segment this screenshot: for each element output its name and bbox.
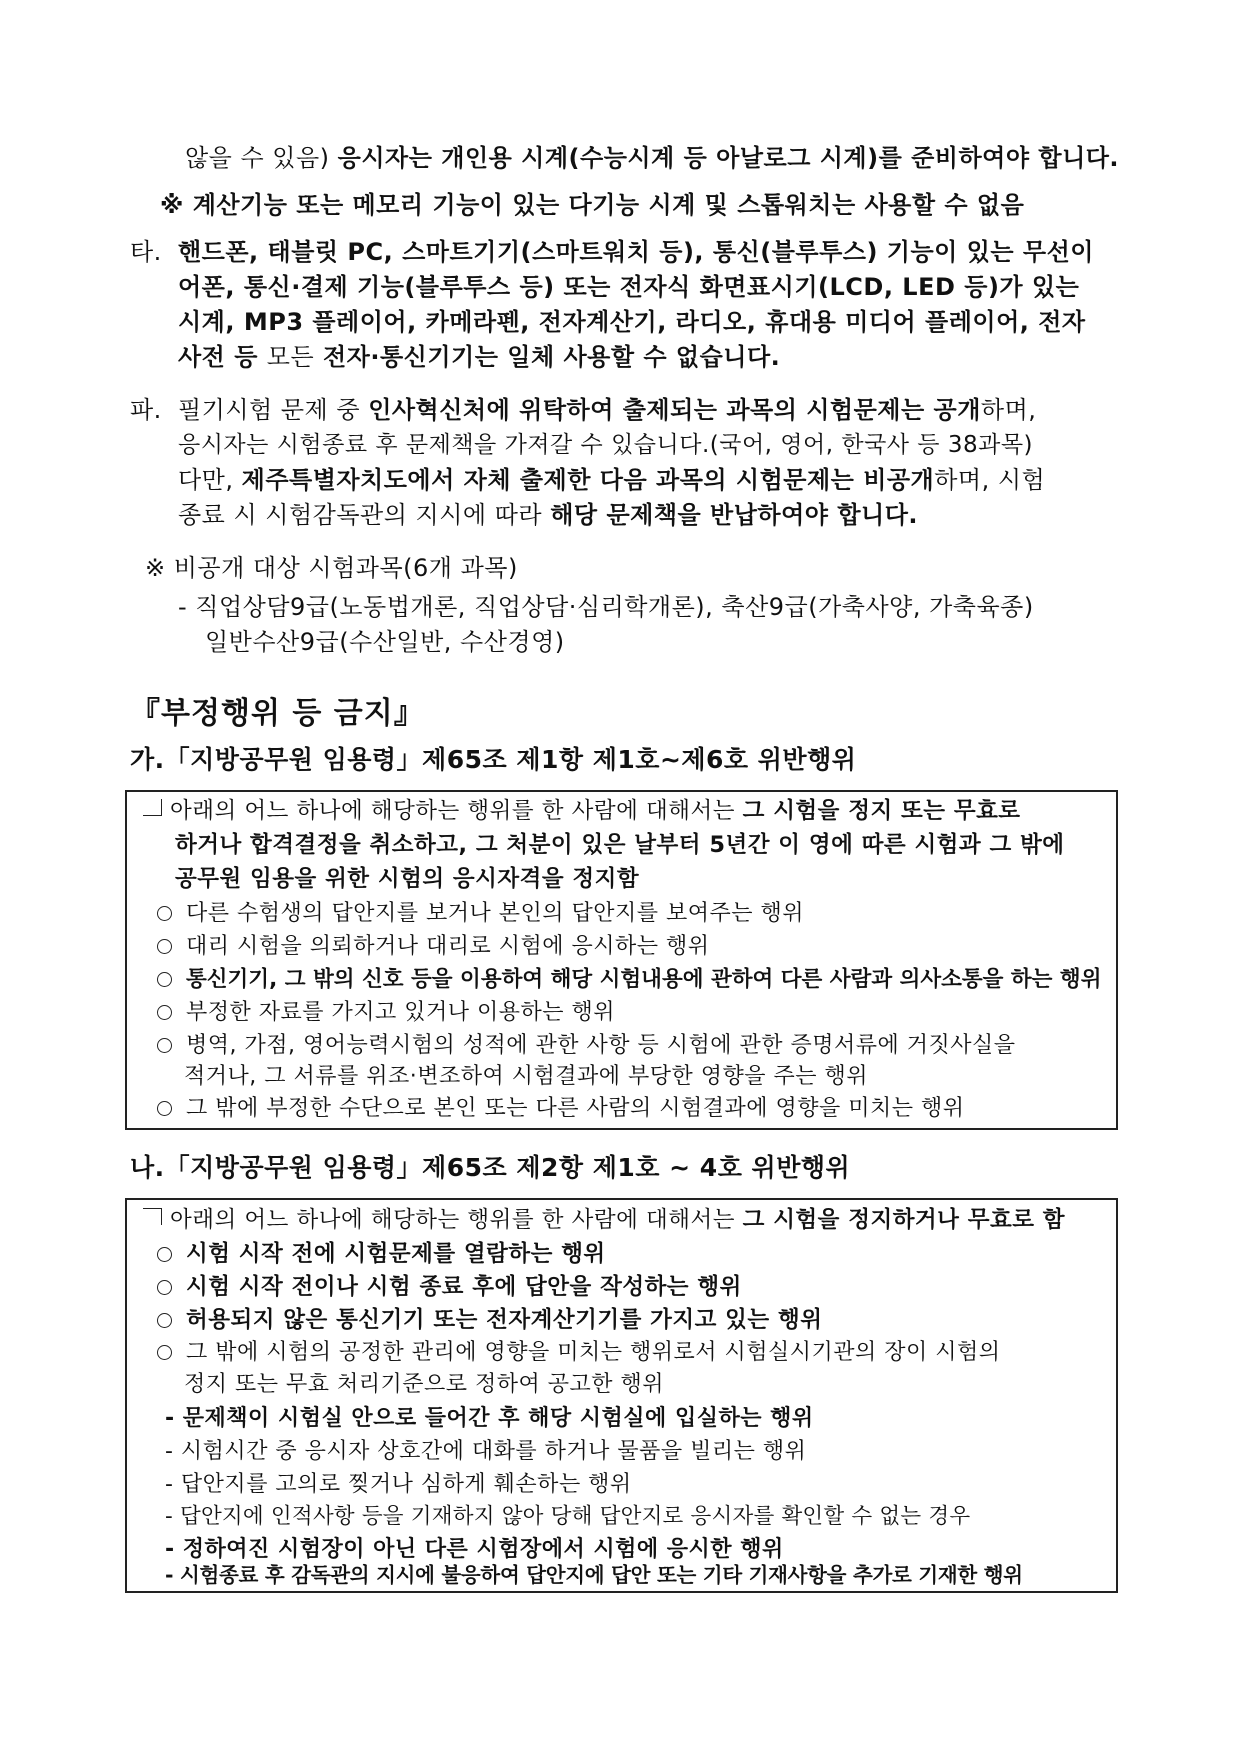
circle-bullet-icon [157,1247,172,1262]
box-b-dash-item: - 문제책이 시험실 안으로 들어간 후 해당 시험실에 입실하는 행위 [165,1406,814,1431]
box-a-intro-line-2: 하거나 합격결정을 취소하고, 그 처분이 있은 날부터 5년간 이 영에 따른 시험과 그 밖에 [175,832,1065,858]
item-text: 다른 수험생의 답안지를 보거나 본인의 답안지를 보여주는 행위 [186,901,805,926]
circle-bullet-icon [157,1038,172,1053]
circle-bullet-icon [157,1101,172,1116]
box-a-item [157,1094,965,1124]
item-text: 통신기기, 그 밖의 신호 등을 이용하여 해당 시험내용에 관하여 다른 사람과 의사소통을 하는 행위 [186,967,1102,992]
text-bold: 제주특별자치도에서 자체 출제한 다음 과목의 시험문제는 비공개 [241,466,935,494]
box-a-intro-line-3: 공무원 임용을 위한 시험의 응시자격을 정지함 [175,866,640,892]
box-a-item-continuation: 적거나, 그 서류를 위조·변조하여 시험결과에 부당한 영향을 주는 행위 [184,1064,868,1089]
item-text: 부정한 자료를 가지고 있거나 이용하는 행위 [186,1000,616,1025]
violation-box-a [125,790,1118,1130]
text-normal: 아래의 어느 하나에 해당하는 행위를 한 사람에 대해서는 [170,798,743,824]
sub-b-heading: 나.「지방공무원 임용령」제65조 제2항 제1호 ~ 4호 위반행위 [130,1153,851,1182]
item-pa-line-1 [130,395,1036,425]
circle-bullet-icon [157,972,172,987]
box-a-item [157,965,1101,995]
text-normal: 하며, 시험 [934,466,1046,494]
text-bold: 사전 등 [178,343,267,371]
box-a-item [157,899,804,929]
text-bold: 해당 문제책을 반납하여야 합니다. [550,501,918,529]
box-b-dash-item: - 답안지에 인적사항 등을 기재하지 않아 당해 답안지로 응시자를 확인할 수 없는 경우 [165,1504,971,1529]
bracket-corner-icon [143,1208,162,1225]
box-b-item [157,1305,822,1335]
box-b-item [157,1272,742,1302]
text-normal: 않을 수 있음) [185,144,338,172]
item-ta-line-4 [178,342,780,372]
item-text: 허용되지 않은 통신기기 또는 전자계산기기를 가지고 있는 행위 [186,1307,823,1333]
box-a-intro [143,796,1021,826]
item-pa-line-4 [178,500,918,530]
box-b-dash-item: - 정하여진 시험장이 아닌 다른 시험장에서 시험에 응시한 행위 [165,1537,784,1562]
item-pa-label: 파. [130,396,162,424]
box-a-item [157,932,710,962]
box-b-dash-item: - 시험시간 중 응시자 상호간에 대화를 하거나 물품을 빌리는 행위 [165,1439,807,1464]
text-bold: 그 시험을 정지 또는 무효로 [742,798,1021,824]
bracket-corner-icon [143,799,162,816]
item-text: 그 밖에 부정한 수단으로 본인 또는 다른 사람의 시험결과에 영향을 미치는 행위 [186,1096,965,1121]
text-bold: 응시자는 개인용 시계(수능시계 등 아날로그 시계)를 준비하여야 합니다. [337,144,1120,172]
nondisclosure-line-2: 일반수산9급(수산일반, 수산경영) [205,628,565,656]
circle-bullet-icon [157,1313,172,1328]
circle-bullet-icon [157,1280,172,1295]
text-bold: 그 시험을 정지하거나 무효로 함 [742,1207,1066,1233]
section-title: 『부정행위 등 금지』 [130,696,425,731]
item-text: 시험 시작 전이나 시험 종료 후에 답안을 작성하는 행위 [186,1274,742,1300]
box-b-intro [143,1205,1065,1235]
box-a-item [157,1031,1016,1061]
item-pa-line-2: 응시자는 시험종료 후 문제책을 가져갈 수 있습니다.(국어, 영어, 한국사 등 38과목) [178,432,1034,458]
item-ta-line-3: 시계, MP3 플레이어, 카메라펜, 전자계산기, 라디오, 휴대용 미디어 플레이어, 전자 [178,308,1086,336]
text-normal: 아래의 어느 하나에 해당하는 행위를 한 사람에 대해서는 [170,1207,743,1233]
text-normal: 다만, [178,466,242,494]
circle-bullet-icon [157,939,172,954]
circle-bullet-icon [157,1345,172,1360]
circle-bullet-icon [157,1005,172,1020]
box-b-item [157,1239,606,1269]
text-bold: 전자·통신기기는 일체 사용할 수 없습니다. [314,343,781,371]
nondisclosure-line-1: - 직업상담9급(노동법개론, 직업상담·심리학개론), 축산9급(가축사양, 가축육종) [178,593,1034,621]
calculator-watch-note: ※ 계산기능 또는 메모리 기능이 있는 다기능 시계 및 스톱워치는 사용할 수 없음 [160,191,1025,219]
item-ta-label: 타. [130,238,162,266]
text-normal: 필기시험 문제 중 [178,396,369,424]
text-bold: 인사혁신처에 위탁하여 출제되는 과목의 시험문제는 공개 [368,396,981,424]
text-normal: 모든 [266,343,315,371]
nondisclosure-title: ※ 비공개 대상 시험과목(6개 과목) [145,554,518,582]
box-b-dash-item: - 시험종료 후 감독관의 지시에 불응하여 답안지에 답안 또는 기타 기재사항을 추가로 기재한 행위 [165,1563,1023,1587]
item-pa-line-3 [178,465,1045,495]
box-b-item-continuation: 정지 또는 무효 처리기준으로 정하여 공고한 행위 [184,1372,665,1397]
box-b-item [157,1338,1001,1368]
box-b-dash-item: - 답안지를 고의로 찢거나 심하게 훼손하는 행위 [165,1472,632,1497]
item-ta-line-2: 어폰, 통신·결제 기능(블루투스 등) 또는 전자식 화면표시기(LCD, LED 등)가 있는 [178,273,1080,301]
item-text: 대리 시험을 의뢰하거나 대리로 시험에 응시하는 행위 [186,934,710,959]
circle-bullet-icon [157,906,172,921]
item-text: 그 밖에 시험의 공정한 관리에 영향을 미치는 행위로서 시험실시기관의 장이 시험의 [186,1340,1001,1365]
continuation-line [185,143,1119,173]
text-normal: 종료 시 시험감독관의 지시에 따라 [178,501,551,529]
sub-a-heading: 가.「지방공무원 임용령」제65조 제1항 제1호~제6호 위반행위 [130,745,857,774]
item-ta-text: 핸드폰, 태블릿 PC, 스마트기기(스마트워치 등), 통신(블루투스) 기능이 있는 무선이 [178,238,1094,266]
text-normal: 하며, [980,396,1037,424]
violation-box-b [125,1198,1118,1593]
item-text: 병역, 가점, 영어능력시험의 성적에 관한 사항 등 시험에 관한 증명서류에 거짓사실을 [186,1033,1016,1058]
item-ta-line-1 [130,237,1094,267]
item-text: 시험 시작 전에 시험문제를 열람하는 행위 [186,1241,606,1267]
box-a-item [157,998,615,1028]
